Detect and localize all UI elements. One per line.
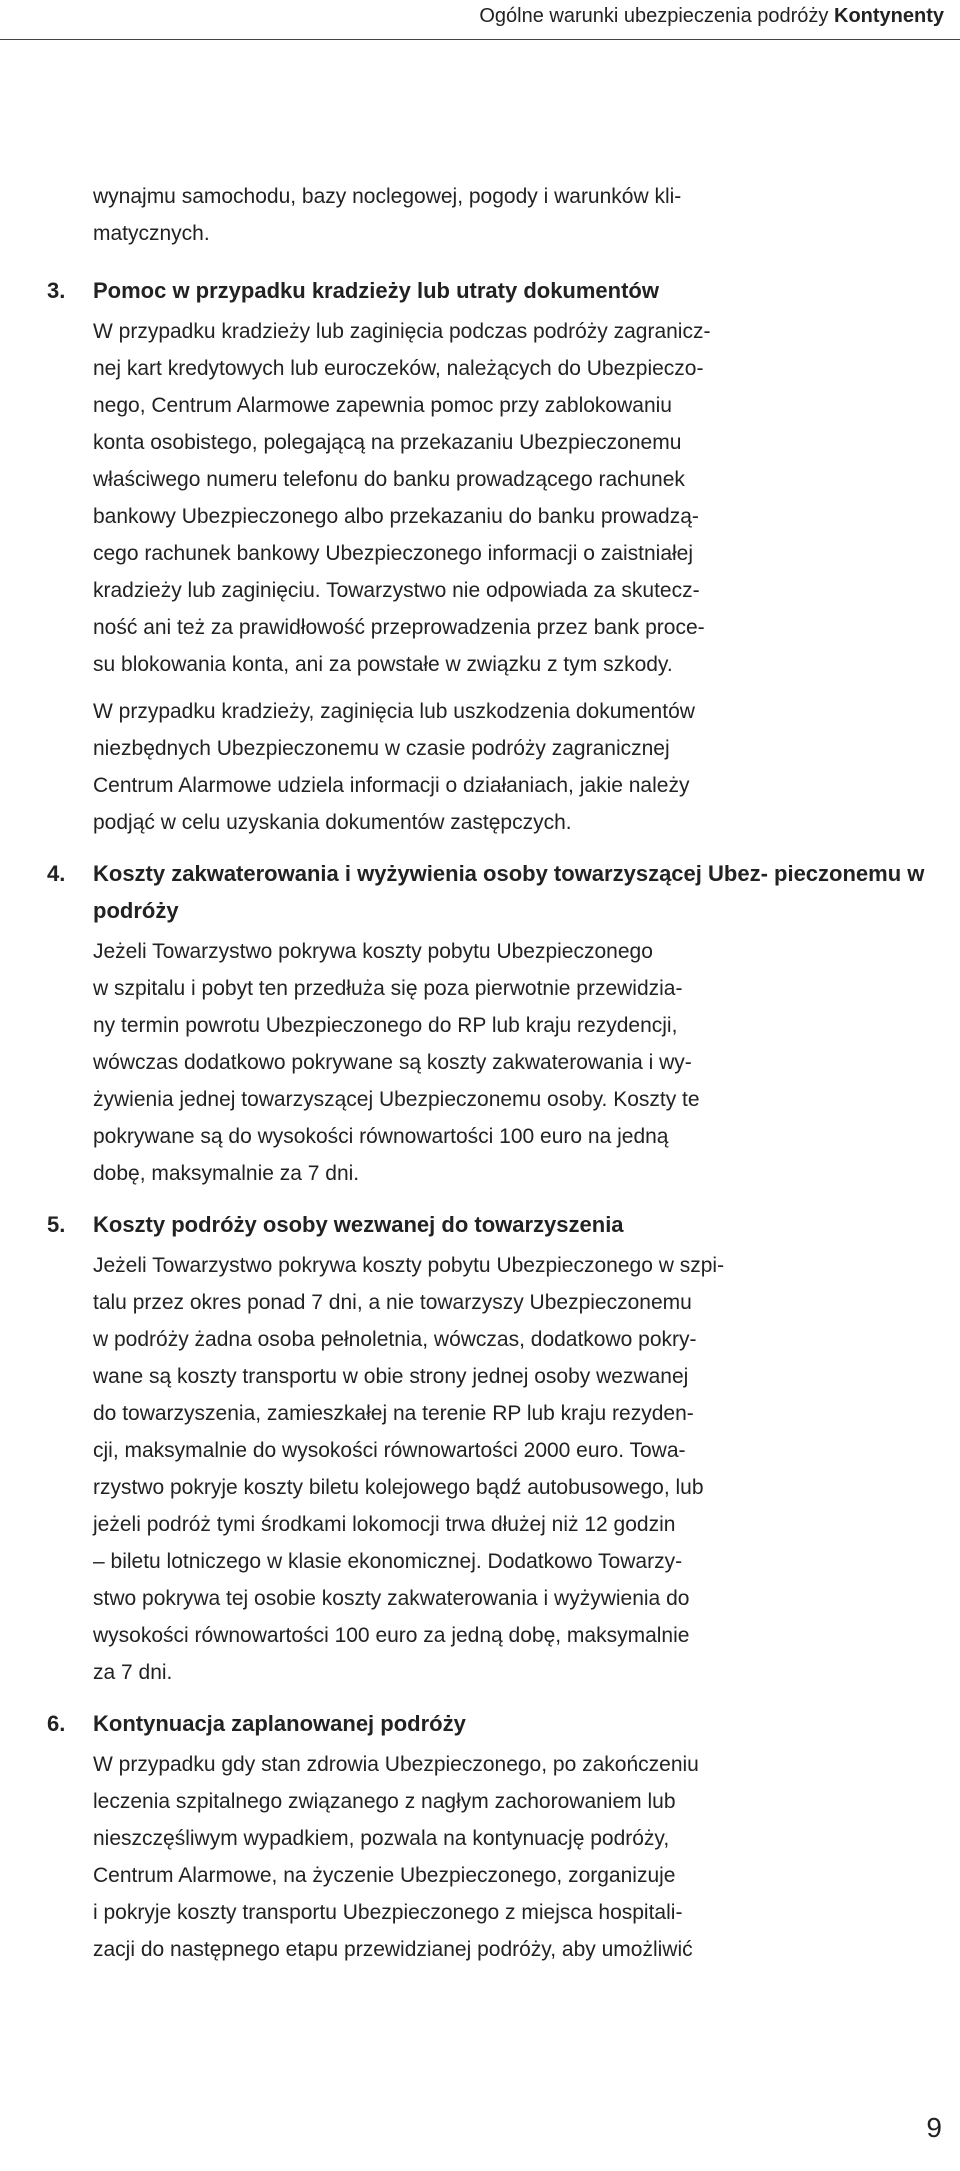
header-title-regular: Ogólne warunki ubezpieczenia podróży (479, 5, 829, 27)
section-paragraph (93, 313, 947, 683)
text-line: żywienia jednej towarzyszącej Ubezpieczonemu osoby. Koszty te (93, 1088, 700, 1111)
text-line: leczenia szpitalnego związanego z nagłym zachorowaniem lub (93, 1790, 676, 1813)
text-line: do towarzyszenia, zamieszkałej na terenie RP lub kraju rezyden- (93, 1402, 694, 1425)
text-line: wynajmu samochodu, bazy noclegowej, pogody i warunków kli- (93, 185, 682, 208)
text-line: matycznych. (93, 222, 210, 245)
text-line: ność ani też za prawidłowość przeprowadzenia przez bank proce- (93, 616, 705, 639)
page-number: 9 (926, 2112, 942, 2143)
text-line: nej kart kredytowych lub euroczeków, należących do Ubezpieczo- (93, 357, 704, 380)
section-number: 4. (47, 861, 66, 886)
section-heading (47, 855, 947, 929)
text-line: wane są koszty transportu w obie strony jednej osoby wezwanej (93, 1365, 689, 1388)
text-line: nego, Centrum Alarmowe zapewnia pomoc przy zablokowaniu (93, 394, 672, 417)
continuation-paragraph (93, 178, 947, 252)
text-line: wówczas dodatkowo pokrywane są koszty zakwaterowania i wy- (93, 1051, 692, 1074)
text-line: talu przez okres ponad 7 dni, a nie towarzyszy Ubezpieczonemu (93, 1291, 692, 1314)
text-line: stwo pokrywa tej osobie koszty zakwaterowania i wyżywienia do (93, 1587, 690, 1610)
section-6 (47, 1705, 947, 1968)
section-5 (47, 1206, 947, 1691)
text-line: W przypadku kradzieży, zaginięcia lub uszkodzenia dokumentów (93, 700, 695, 723)
text-line: kradzieży lub zaginięciu. Towarzystwo nie odpowiada za skutecz- (93, 579, 700, 602)
running-header (0, 0, 960, 40)
section-paragraph (93, 693, 947, 841)
section-paragraph (93, 1247, 947, 1691)
text-line: w podróży żadna osoba pełnoletnia, wówczas, dodatkowo pokry- (93, 1328, 697, 1351)
text-line: – biletu lotniczego w klasie ekonomicznej. Dodatkowo Towarzy- (93, 1550, 683, 1573)
section-paragraph (93, 1746, 947, 1968)
section-title: Pomoc w przypadku kradzieży lub utraty dokumentów (93, 278, 659, 303)
text-line: Centrum Alarmowe udziela informacji o działaniach, jakie należy (93, 774, 690, 797)
section-heading (47, 1705, 947, 1742)
text-line: jeżeli podróż tymi środkami lokomocji trwa dłużej niż 12 godzin (93, 1513, 676, 1536)
text-line: dobę, maksymalnie za 7 dni. (93, 1162, 360, 1185)
header-title-bold: Kontynenty (834, 5, 944, 27)
text-line: W przypadku kradzieży lub zaginięcia podczas podróży zagranicz- (93, 320, 711, 343)
section-heading (47, 1206, 947, 1243)
text-line: ny termin powrotu Ubezpieczonego do RP lub kraju rezydencji, (93, 1014, 678, 1037)
section-paragraph (93, 933, 947, 1192)
text-line: su blokowania konta, ani za powstałe w związku z tym szkody. (93, 653, 673, 676)
section-4 (47, 855, 947, 1192)
text-line: w szpitalu i pobyt ten przedłuża się poza pierwotnie przewidzia- (93, 977, 683, 1000)
section-3 (47, 272, 947, 841)
text-line: cji, maksymalnie do wysokości równowartości 2000 euro. Towa- (93, 1439, 686, 1462)
running-header-title (479, 4, 944, 28)
section-number: 5. (47, 1212, 66, 1237)
text-line: Centrum Alarmowe, na życzenie Ubezpieczonego, zorganizuje (93, 1864, 676, 1887)
text-line: bankowy Ubezpieczonego albo przekazaniu do banku prowadzą- (93, 505, 699, 528)
section-title: Koszty podróży osoby wezwanej do towarzyszenia (93, 1212, 624, 1237)
text-line: Jeżeli Towarzystwo pokrywa koszty pobytu Ubezpieczonego (93, 940, 653, 963)
section-number: 3. (47, 278, 66, 303)
text-line: cego rachunek bankowy Ubezpieczonego informacji o zaistniałej (93, 542, 694, 565)
section-title-line: Koszty zakwaterowania i wyżywienia osoby towarzyszącej Ubez- (93, 861, 768, 886)
text-line: zacji do następnego etapu przewidzianej podróży, aby umożliwić (93, 1938, 693, 1961)
text-line: konta osobistego, polegającą na przekazaniu Ubezpieczonemu (93, 431, 682, 454)
section-heading (47, 272, 947, 309)
section-title-line: pieczonemu w podróży (93, 861, 925, 923)
text-line: nieszczęśliwym wypadkiem, pozwala na kontynuację podróży, (93, 1827, 670, 1850)
text-line: pokrywane są do wysokości równowartości 100 euro na jedną (93, 1125, 669, 1148)
text-line: za 7 dni. (93, 1661, 173, 1684)
text-line: właściwego numeru telefonu do banku prowadzącego rachunek (93, 468, 685, 491)
text-line: i pokryje koszty transportu Ubezpieczonego z miejsca hospitali- (93, 1901, 683, 1924)
text-line: niezbędnych Ubezpieczonemu w czasie podróży zagranicznej (93, 737, 670, 760)
text-line: wysokości równowartości 100 euro za jedną dobę, maksymalnie (93, 1624, 690, 1647)
text-line: Jeżeli Towarzystwo pokrywa koszty pobytu Ubezpieczonego w szpi- (93, 1254, 725, 1277)
text-line: podjąć w celu uzyskania dokumentów zastępczych. (93, 811, 572, 834)
page-body (47, 178, 947, 1982)
text-line: rzystwo pokryje koszty biletu kolejowego bądź autobusowego, lub (93, 1476, 704, 1499)
section-number: 6. (47, 1711, 66, 1736)
section-title: Kontynuacja zaplanowanej podróży (93, 1711, 466, 1736)
text-line: W przypadku gdy stan zdrowia Ubezpieczonego, po zakończeniu (93, 1753, 699, 1776)
